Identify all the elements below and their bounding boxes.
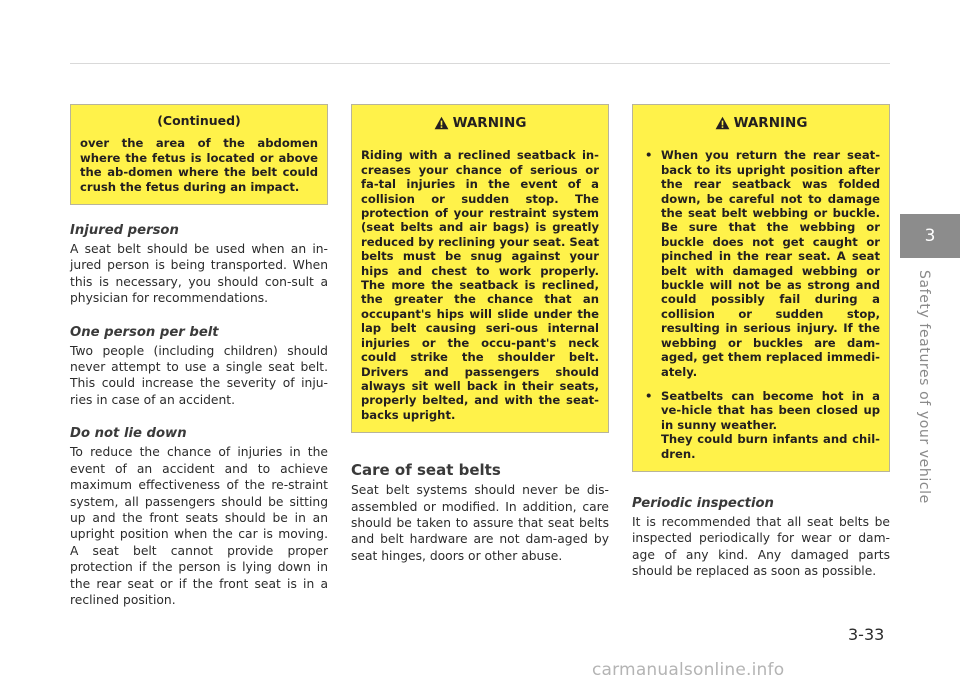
body-injured-person: A seat belt should be used when an in-jured person is being transported. When this is necessary, you should con-sult a physician for recommendations. xyxy=(70,242,328,306)
warning-title-text: WARNING xyxy=(733,115,808,131)
warning-box-seatback-and-heat xyxy=(632,104,890,472)
bullet-icon: • xyxy=(645,148,653,163)
continued-text: over the area of the abdomen where the fetus is located or above the ab-domen where the belt could crush the fetus during an impact. xyxy=(80,136,318,194)
column-middle xyxy=(351,104,609,564)
warning-triangle-icon xyxy=(715,116,730,130)
heading-injured-person: Injured person xyxy=(70,223,179,239)
warning-list-item xyxy=(642,389,880,461)
body-care-of-seat-belts: Seat belt systems should never be dis-assembled or modified. In addition, care should be taken to assure that seat belts and belt hardware are not dam-aged by seat hinges, doors or other abuse. xyxy=(351,483,609,563)
warning-list xyxy=(642,148,880,461)
warning-text: Riding with a reclined seatback in-creases your chance of serious or fa-tal injuries in the event of a collision or sudden stop. The protection of your restraint system (seat belts and air bags) is greatly reduced by reclining your seat. Seat belts must be snug against your hips and chest to work properly. The more the seatback is reclined, the greater the chance that an occupant's hips will slide under the lap belt causing seri-ous internal injuries or the occu-pant's neck could strike the shoulder belt. Drivers and passengers should always sit well back in their seats, properly belted, and with the seat-backs upright. xyxy=(361,148,599,422)
warning-box-reclined-seat xyxy=(351,104,609,433)
bullet-icon: • xyxy=(645,388,653,403)
page-number: 3-33 xyxy=(848,625,885,644)
heading-do-not-lie-down: Do not lie down xyxy=(70,426,187,442)
warning-title xyxy=(642,116,880,130)
body-periodic-inspection: It is recommended that all seat belts be inspected periodically for wear or dam-age of any kind. Any damaged parts should be replaced as soon as possible. xyxy=(632,514,890,579)
column-left xyxy=(70,104,328,608)
chapter-title-vertical: Safety features of your vehicle xyxy=(916,270,932,504)
warning-title xyxy=(361,116,599,130)
body-do-not-lie-down: To reduce the chance of injuries in the event of an accident and to achieve maximum effectiveness of the re-straint system, all passengers should be sitting up and the front seats should be in an upright position when the car is moving. A seat belt cannot provide proper protection if the person is lying down in the rear seat or if the front seat is in a reclined position. xyxy=(70,445,328,607)
warning-item-text-2: They could burn infants and chil-dren. xyxy=(661,432,880,461)
warning-title-text: WARNING xyxy=(452,115,527,131)
heading-periodic-inspection: Periodic inspection xyxy=(632,495,774,511)
warning-item-text: When you return the rear seat-back to its upright position after the rear seatback was folded down, be careful not to damage the seat belt webbing or buckle. Be sure that the webbing or buckle does not get caught or pinched in the rear seat. A seat belt with damaged webbing or buckle will not be as strong and could possibly fail during a collision or sudden stop, resulting in serious injury. If the webbing or buckles are dam-aged, get them replaced immedi-ately. xyxy=(661,148,880,379)
warning-list-item xyxy=(642,148,880,379)
warning-triangle-icon xyxy=(434,116,449,130)
header-divider xyxy=(70,63,890,64)
heading-one-person-per-belt: One person per belt xyxy=(70,324,219,340)
heading-care-of-seat-belts: Care of seat belts xyxy=(351,461,501,480)
continued-title: (Continued) xyxy=(157,113,241,128)
column-right xyxy=(632,104,890,580)
warning-item-text: Seatbelts can become hot in a ve-hicle that has been closed up in sunny weather. xyxy=(661,388,880,432)
chapter-tab: 3 xyxy=(900,214,960,258)
watermark[interactable]: carmanualsonline.info xyxy=(592,660,785,680)
continued-box xyxy=(70,104,328,205)
body-one-person-per-belt: Two people (including children) should never attempt to use a single seat belt. This could increase the severity of inju-ries in case of an accident. xyxy=(70,343,328,407)
